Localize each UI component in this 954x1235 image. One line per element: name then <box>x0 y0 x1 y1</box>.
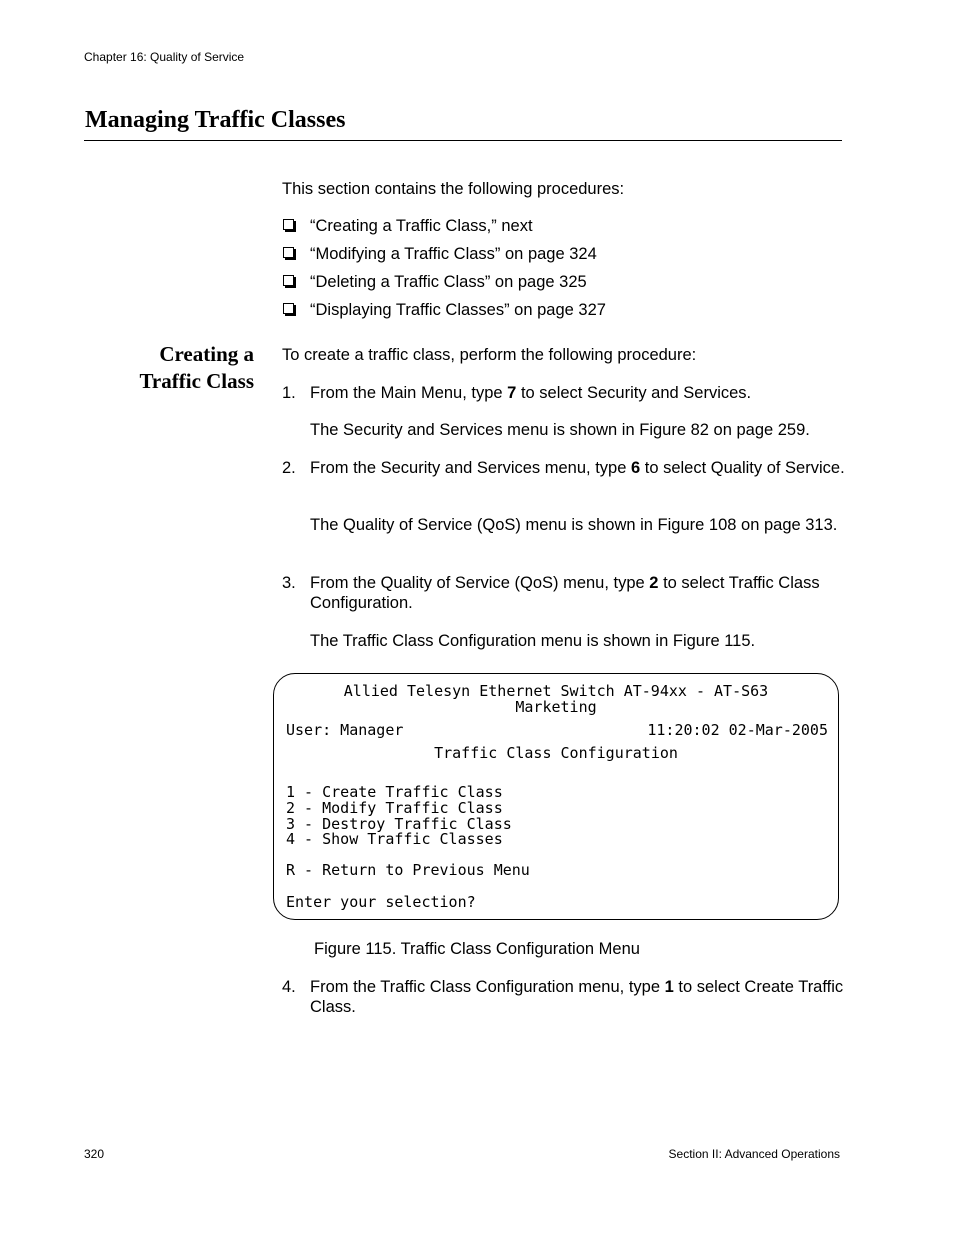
step-key: 6 <box>630 459 641 477</box>
step-text: From the Security and Services menu, type 6 to select Quality of Service. <box>310 459 845 477</box>
menu-option-show[interactable]: 4 - Show Traffic Classes <box>286 830 503 848</box>
screen-prompt[interactable]: Enter your selection? <box>286 893 476 911</box>
checkbox-bullet-icon <box>283 275 294 286</box>
intro-text: This section contains the following procedures: <box>282 180 625 198</box>
procedure-item[interactable] <box>282 272 587 292</box>
subsection-intro: To create a traffic class, perform the following procedure: <box>282 346 697 364</box>
step-key: 2 <box>649 574 659 592</box>
step-note: The Traffic Class Configuration menu is shown in Figure 115. <box>310 632 756 650</box>
menu-option-return[interactable]: R - Return to Previous Menu <box>286 861 530 879</box>
step-note: The Quality of Service (QoS) menu is shown in Figure 108 on page 313. <box>310 516 838 534</box>
procedure-link[interactable]: “Creating a Traffic Class,” next <box>310 217 533 235</box>
menu-option-create[interactable]: 1 - Create Traffic Class <box>286 783 503 801</box>
procedure-item[interactable] <box>282 216 533 236</box>
screen-banner: Allied Telesyn Ethernet Switch AT-94xx - AT-S63 <box>343 682 769 700</box>
menu-option-destroy[interactable]: 3 - Destroy Traffic Class <box>286 815 512 833</box>
screen-user: User: Manager <box>286 721 404 739</box>
procedure-item[interactable] <box>282 300 606 320</box>
step-text: From the Main Menu, type 7 to select Security and Services. <box>310 384 752 402</box>
figure-caption: Figure 115. Traffic Class Configuration Menu <box>314 940 640 958</box>
procedure-link[interactable]: “Deleting a Traffic Class” on page 325 <box>310 273 587 291</box>
screen-banner-sub: Marketing <box>515 698 597 716</box>
step-number: 1. <box>282 384 296 402</box>
running-head: Chapter 16: Quality of Service <box>84 50 245 64</box>
procedure-link[interactable]: “Modifying a Traffic Class” on page 324 <box>310 245 597 263</box>
menu-option-modify[interactable]: 2 - Modify Traffic Class <box>286 799 503 817</box>
step-text: From the Traffic Class Configuration menu, type 1 to select Create Traffic Class. <box>310 978 844 1016</box>
step-key: 1 <box>664 978 674 996</box>
title-rule <box>84 140 842 141</box>
step-number: 3. <box>282 574 296 592</box>
subsection-heading <box>139 341 254 395</box>
screen-menu-title: Traffic Class Configuration <box>434 744 678 762</box>
step-number: 2. <box>282 459 296 477</box>
step-text: From the Quality of Service (QoS) menu, type 2 to select Traffic Class Configuration. <box>310 574 820 612</box>
procedure-link[interactable]: “Displaying Traffic Classes” on page 327 <box>310 301 606 319</box>
procedure-item[interactable] <box>282 244 597 264</box>
checkbox-bullet-icon <box>283 219 294 230</box>
checkbox-bullet-icon <box>283 303 294 314</box>
page-number: 320 <box>84 1147 105 1161</box>
screen-timestamp: 11:20:02 02-Mar-2005 <box>647 721 828 739</box>
subsection-heading-line: Traffic Class <box>139 369 254 393</box>
footer-section-name: Section II: Advanced Operations <box>668 1147 840 1161</box>
step-key: 7 <box>507 384 517 402</box>
subsection-heading-line: Creating a <box>159 342 254 366</box>
section-title: Managing Traffic Classes <box>85 107 346 133</box>
checkbox-bullet-icon <box>283 247 294 258</box>
step-note: The Security and Services menu is shown in Figure 82 on page 259. <box>310 421 810 439</box>
step-number: 4. <box>282 978 296 996</box>
